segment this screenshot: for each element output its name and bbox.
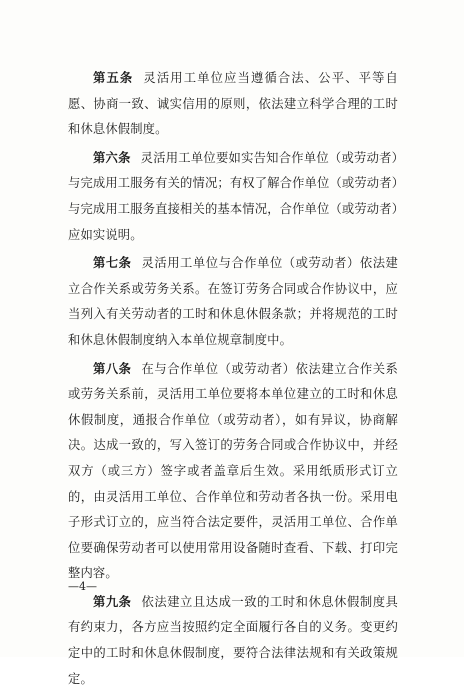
article-5 (68, 66, 398, 143)
article-number: 第六条 (93, 150, 131, 165)
article-text: 灵活用工单位与合作单位（或劳动者）依法建立合作关系或劳务关系。在签订劳务合同或合作协议中，应当列入有关劳动者的工时和休息休假条款；并将规范的工时和休息休假制度纳入本单位规章制度中。 (68, 256, 398, 347)
article-6 (68, 146, 398, 248)
article-text: 在与合作单位（或劳动者）依法建立合作关系或劳务关系前，灵活用工单位要将本单位建立的工时和休息休假制度，通报合作单位（或劳动者），如有异议，协商解决。达成一致的，写入签订的劳务合同或合作协议中，并经双方（或三方）签字或者盖章后生效。采用纸质形式订立的，由灵活用工单位、合作单位和劳动者各执一份。采用电子形式订立的，应当符合法定要件，灵活用工单位、合作单位要确保劳动者可以使用常用设备随时查看、下载、打印完整内容。 (68, 361, 398, 581)
article-text: 依法建立且达成一致的工时和休息休假制度具有约束力，各方应当按照约定全面履行各自的义务。变更约定中的工时和休息休假制度，要符合法律法规和有关政策规定。 (68, 594, 398, 686)
document-body (68, 66, 398, 695)
article-number: 第九条 (93, 594, 132, 609)
article-text: 灵活用工单位应当遵循合法、公平、平等自愿、协商一致、诚实信用的原则，依法建立科学合理的工时和休息休假制度。 (68, 71, 399, 137)
article-7 (68, 251, 398, 353)
article-text: 灵活用工单位要如实告知合作单位（或劳动者）与完成用工服务有关的情况；有权了解合作单位（或劳动者）与完成用工服务直接相关的基本情况，合作单位（或劳动者）应如实说明。 (68, 150, 398, 242)
page-number: —4— (68, 580, 97, 593)
article-number: 第五条 (93, 71, 134, 85)
article-8 (68, 357, 398, 587)
article-number: 第八条 (93, 361, 132, 376)
article-9 (68, 590, 398, 692)
article-number: 第七条 (93, 256, 132, 271)
